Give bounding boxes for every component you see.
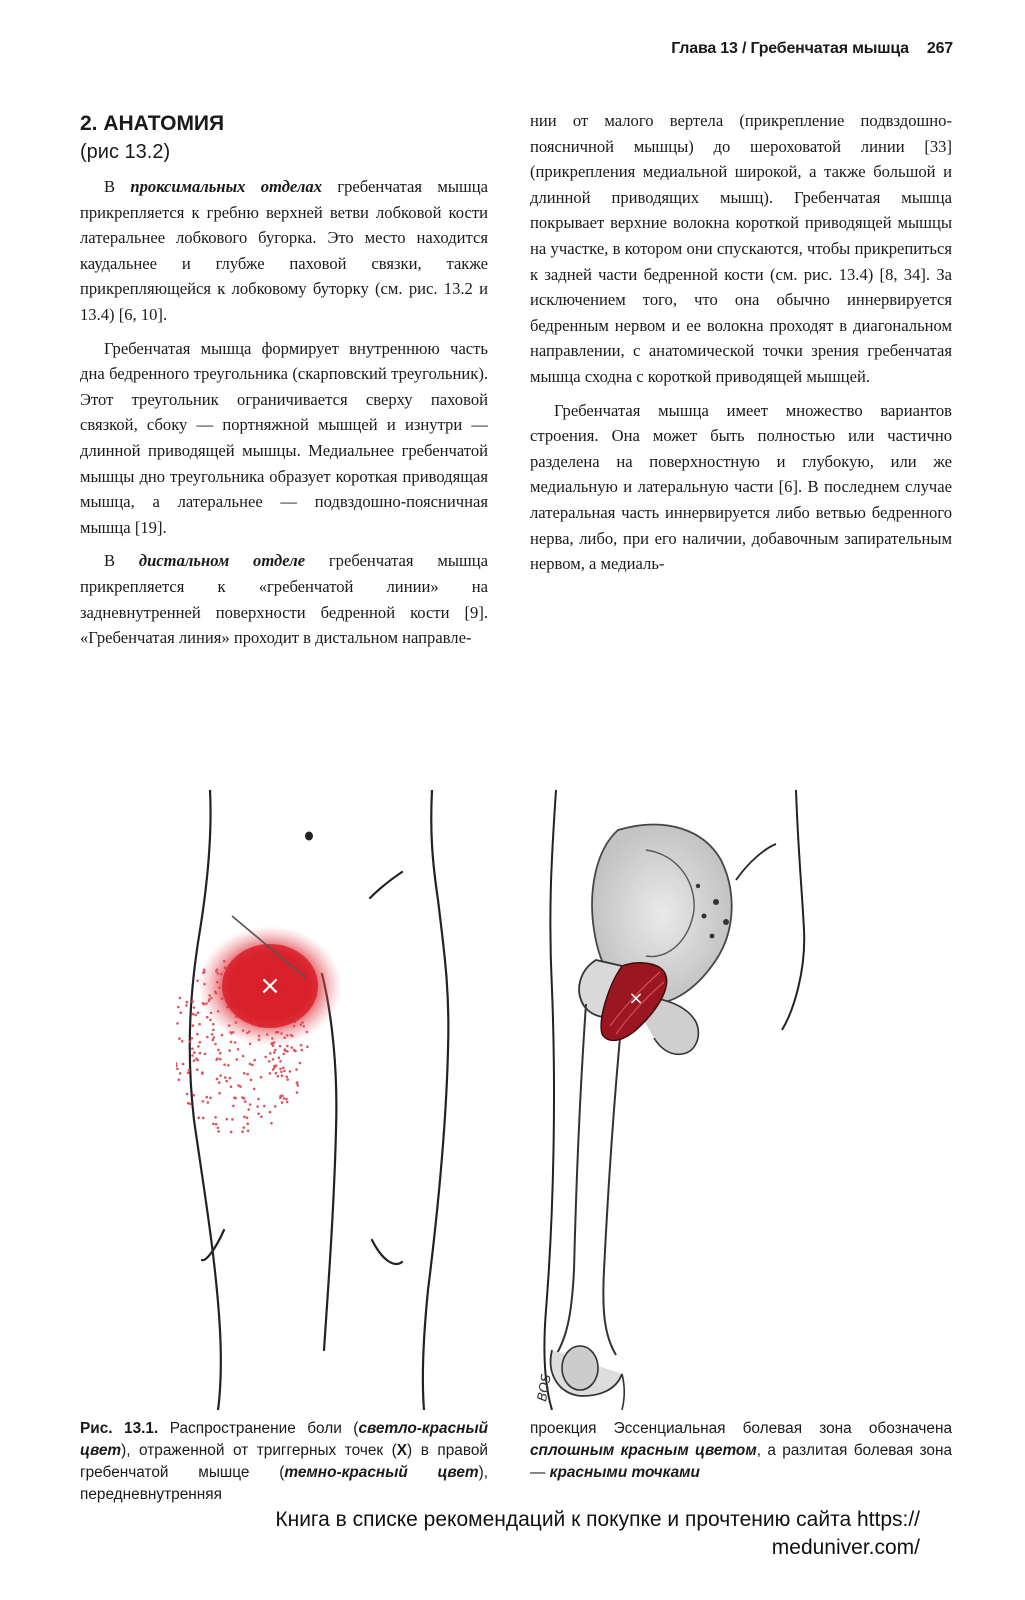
pain-dot xyxy=(273,1051,276,1054)
pain-dot xyxy=(189,1040,192,1043)
pain-dot xyxy=(282,1053,285,1056)
pain-dot xyxy=(192,1013,195,1016)
pain-dot xyxy=(219,1052,222,1055)
pain-dot xyxy=(246,1117,249,1120)
pain-dot xyxy=(237,1048,240,1051)
pain-dot xyxy=(237,1084,240,1087)
chapter-title: Глава 13 / Гребенчатая мышца xyxy=(671,40,909,57)
pain-dot xyxy=(301,1049,304,1052)
caption-italic: темно-красный цвет xyxy=(284,1464,479,1481)
pain-dot xyxy=(246,1073,249,1076)
caption-italic: сплошным красным цветом xyxy=(530,1442,757,1459)
paragraph-femoral-triangle: Гребенчатая мышца формирует внутреннюю часть дна бедренного треугольника (скарповский треугольник). Этот треугольник ограничивается сверху паховой связкой, сбоку — портняжной мышцей и изнутри — длинной приводящей мышцы. Медиальнее гребенчатой мышцы дно треугольника образует короткая приводящая мышца, а латеральнее — подвздошно-поясничная мышца [19]. xyxy=(80,338,488,537)
pain-dot xyxy=(296,1081,299,1084)
pain-dot xyxy=(216,1057,219,1060)
pain-dot xyxy=(199,1052,202,1055)
pain-dot xyxy=(256,1105,259,1108)
pain-dot xyxy=(178,1079,181,1082)
pain-dot xyxy=(224,1076,227,1079)
pain-dot xyxy=(286,1101,289,1104)
pain-dot xyxy=(236,1058,239,1061)
pain-dot xyxy=(257,1098,260,1101)
pain-dot xyxy=(212,1029,215,1032)
pain-dot xyxy=(197,1045,200,1048)
pain-dot xyxy=(197,1011,200,1014)
pain-dot xyxy=(232,1105,235,1108)
pain-dot xyxy=(296,1091,299,1094)
pain-dot xyxy=(217,1130,220,1133)
pain-dot xyxy=(283,1070,286,1073)
pain-dot xyxy=(219,1058,222,1061)
pain-dot xyxy=(185,1004,188,1007)
pain-dot xyxy=(291,1046,294,1049)
pain-dot xyxy=(191,1000,194,1003)
pain-dot xyxy=(202,1117,205,1120)
pain-dot xyxy=(264,1056,267,1059)
pain-dot xyxy=(228,1049,231,1052)
pain-dot xyxy=(192,1024,195,1027)
pain-dot xyxy=(300,1044,303,1047)
pain-dot xyxy=(289,1070,292,1073)
pain-dot xyxy=(260,1076,263,1079)
text-run: В xyxy=(104,551,139,571)
pain-dot xyxy=(242,1055,245,1058)
pain-dot xyxy=(274,1049,277,1052)
pain-dot xyxy=(217,1127,220,1130)
paragraph-variants: Гребенчатая мышца имеет множество вариантов строения. Она может быть полностью или частично разделена на поверхностную и глубокую, или же медиальную и латеральную части [6]. В последнем случае латеральная часть иннервируется либо ветвью бедренного нерва, либо, при его наличии, добавочным запирательным нервом, а медиаль- xyxy=(530,400,952,574)
pain-dot xyxy=(180,1011,183,1014)
pain-dot xyxy=(187,1102,190,1105)
pain-dot xyxy=(176,1062,177,1065)
pain-dot xyxy=(275,1072,278,1075)
paragraph-continuation: нии от малого вертела (прикрепление подвздошно-поясничной мышцы) до шероховатой линии [33] (прикрепления медиальной широкой, а также большой и длинной приводящих мышц). Гребенчатая мышца покрывает верхние волокна короткой приводящей мышцы на участке, в котором они спускаются, чтобы прикрепиться к задней части бедренной кости (см. рис. 13.4) [8, 34]. За исключением того, что она обычно иннервируется бедренным нервом и ее волокна проходят в диагональном направлении, с анатомической точки зрения гребенчатая мышца сходна с короткой приводящей мышцей. xyxy=(530,111,952,386)
text-run: В xyxy=(104,177,131,196)
pain-dot xyxy=(293,1049,296,1052)
pain-dot xyxy=(178,1037,181,1040)
pain-dot xyxy=(186,1001,189,1004)
pain-dot xyxy=(277,1075,280,1078)
pain-dot xyxy=(234,1097,237,1100)
pain-dot xyxy=(212,1123,215,1126)
pain-dot xyxy=(191,1054,194,1057)
pain-dot xyxy=(230,1131,233,1134)
text-run: гребенчатая мышца прикрепляется к «гребенчатой линии» на задневнутренней поверхности бедренной кости [9]. «Гребенчатая линия» проходит в дистальном направле- xyxy=(80,551,488,648)
pain-dot xyxy=(221,1034,224,1037)
pain-dot xyxy=(196,1033,199,1036)
pain-dot xyxy=(279,1060,282,1063)
pain-dot xyxy=(204,1053,207,1056)
figure-13-1 xyxy=(176,790,866,1410)
pain-dot xyxy=(243,1097,246,1100)
pelvis-femur-illustration xyxy=(535,790,804,1410)
pain-dot xyxy=(176,1065,178,1068)
pain-dot xyxy=(285,1098,288,1101)
pain-dot xyxy=(217,1049,220,1052)
pain-dot xyxy=(306,1046,309,1049)
right-column xyxy=(530,108,952,577)
pain-dot xyxy=(247,1130,250,1133)
pain-dot xyxy=(193,1006,196,1009)
text-run: Распространение боли ( xyxy=(158,1420,359,1437)
pain-dot xyxy=(214,1116,217,1119)
text-run: гребенчатая мышца прикрепляется к гребню верхней ветви лобковой кости латеральнее лобкового бугорка. Это место находится каудальнее и глубже паховой связки, также прикрепляющейся к лобковому буторку (см. рис. 13.2 и 13.4) [6, 10]. xyxy=(80,177,488,324)
pain-dot xyxy=(187,1071,190,1074)
pain-dot xyxy=(213,1036,216,1039)
pain-dot xyxy=(218,1081,221,1084)
pain-dot xyxy=(249,1103,252,1106)
pain-dot xyxy=(253,1059,256,1062)
paragraph-distal xyxy=(80,548,488,650)
pain-dot xyxy=(243,1116,246,1119)
figure-caption-left xyxy=(80,1418,488,1506)
pain-dot xyxy=(209,1097,212,1100)
artist-signature: BOS xyxy=(535,1373,555,1403)
pain-dot xyxy=(286,1045,289,1048)
pain-dot xyxy=(247,1108,250,1111)
pain-dot xyxy=(179,1072,182,1075)
pain-dot xyxy=(193,1051,196,1054)
pain-dot xyxy=(250,1079,253,1082)
pain-dot xyxy=(206,1036,209,1039)
pain-dot xyxy=(281,1101,284,1104)
pain-dot xyxy=(299,1062,302,1065)
term-distal: дистальном отделе xyxy=(138,551,306,571)
pain-dot xyxy=(230,1085,233,1088)
pain-dot xyxy=(270,1122,273,1125)
pain-dot xyxy=(193,1059,196,1062)
caption-italic: красными точками xyxy=(549,1464,700,1481)
pain-dot xyxy=(229,1077,232,1080)
caption-italic: светло-красный цвет xyxy=(80,1420,489,1459)
pain-dot xyxy=(257,1113,260,1116)
running-head xyxy=(671,40,953,58)
pain-dot xyxy=(297,1084,300,1087)
pain-dot xyxy=(188,1069,191,1072)
pain-dot xyxy=(216,1078,219,1081)
navel-icon xyxy=(305,832,313,841)
pain-dot xyxy=(272,1068,275,1071)
pain-dot xyxy=(286,1078,289,1081)
pain-dot xyxy=(249,1063,252,1066)
pain-dot xyxy=(295,1068,298,1071)
pain-dot xyxy=(205,1096,208,1099)
pain-dot xyxy=(269,1111,272,1114)
pain-dot xyxy=(211,1039,214,1042)
text-run: ), передневнутренняя xyxy=(80,1464,488,1503)
pain-dot xyxy=(260,1115,263,1118)
text-run: ) в правой гребенчатой мышце ( xyxy=(80,1442,488,1481)
pain-dot xyxy=(192,1094,195,1097)
pain-dot xyxy=(219,1074,222,1077)
text-run: проекция Эссенциальная болевая зона обозначена xyxy=(530,1420,952,1437)
pain-dot xyxy=(201,1071,204,1074)
pain-dot xyxy=(199,1041,202,1044)
pain-dot xyxy=(225,1080,228,1083)
pain-dot xyxy=(181,1040,184,1043)
pain-dot xyxy=(179,997,182,1000)
site-watermark: Книга в списке рекомендаций к покупке и прочтению сайта https:// meduniver.com/ xyxy=(275,1508,920,1559)
pain-dot xyxy=(218,1092,221,1095)
pain-dot xyxy=(207,1101,210,1104)
pain-dot xyxy=(191,1047,194,1050)
pain-dot xyxy=(196,1059,199,1062)
caption-text xyxy=(530,1418,952,1484)
pain-dot xyxy=(186,1093,189,1096)
pain-dot xyxy=(280,1071,283,1074)
term-proximal: проксимальных отделах xyxy=(130,177,322,196)
pain-dot xyxy=(226,1118,229,1121)
page-number: 267 xyxy=(926,40,953,57)
pain-dot xyxy=(241,1130,244,1133)
pain-dot xyxy=(253,1088,256,1091)
pain-dot xyxy=(272,1058,275,1061)
pain-dot xyxy=(234,1041,237,1044)
left-column xyxy=(80,110,488,651)
figure-caption-right xyxy=(530,1418,952,1484)
caption-text xyxy=(80,1418,488,1506)
pain-dot xyxy=(176,1068,179,1071)
pain-dot xyxy=(278,1057,281,1060)
pain-dot xyxy=(243,1072,246,1075)
caption-bold: X xyxy=(396,1442,408,1459)
pain-dot xyxy=(197,1116,200,1119)
pain-dot xyxy=(283,1097,286,1100)
pain-dot xyxy=(263,1105,266,1108)
pain-dot xyxy=(281,1074,284,1077)
pain-dot xyxy=(227,1064,230,1067)
pain-dot xyxy=(230,1041,233,1044)
pain-dot xyxy=(269,1072,272,1075)
pain-dot xyxy=(211,1033,214,1036)
section-subtitle: (рис 13.2) xyxy=(80,141,171,163)
pain-dot xyxy=(176,1022,179,1025)
trigger-point-mark: × xyxy=(628,988,644,1009)
pain-dot xyxy=(215,1123,218,1126)
pain-dot xyxy=(244,1100,247,1103)
pain-dot xyxy=(243,1126,246,1129)
pain-dot xyxy=(282,1067,285,1070)
pain-dot xyxy=(279,1068,282,1071)
pain-dot xyxy=(182,1063,185,1066)
trigger-point-mark: × xyxy=(259,971,281,1001)
pain-dot xyxy=(274,1105,277,1108)
pain-dot xyxy=(223,1063,226,1066)
section-title: 2. АНАТОМИЯ xyxy=(80,112,225,135)
pain-dot xyxy=(279,1095,282,1098)
pain-dot xyxy=(268,1060,271,1063)
pain-dot xyxy=(202,1100,205,1103)
pain-dot xyxy=(177,1006,180,1009)
text-run: , а разлитая болевая зона — xyxy=(530,1442,952,1481)
pain-dot xyxy=(246,1122,249,1125)
pain-dot xyxy=(251,1064,254,1067)
pain-dot xyxy=(191,1037,194,1040)
text-run: ), отраженной от триггерных точек ( xyxy=(121,1442,397,1459)
pain-dot xyxy=(189,1103,192,1106)
paragraph-proximal xyxy=(80,174,488,328)
pain-dot xyxy=(285,1076,288,1079)
pain-dot xyxy=(198,1023,201,1026)
figure-illustration xyxy=(176,790,866,1410)
caption-label: Рис. 13.1. xyxy=(80,1420,159,1437)
thigh-outline xyxy=(190,790,449,1410)
pain-dot xyxy=(194,1014,197,1017)
pain-dot xyxy=(196,1068,199,1071)
pain-dot xyxy=(231,1118,234,1121)
pain-dot xyxy=(269,1052,272,1055)
pain-dot xyxy=(214,1043,217,1046)
pain-dot xyxy=(273,1065,276,1068)
pain-dot xyxy=(283,1048,286,1051)
